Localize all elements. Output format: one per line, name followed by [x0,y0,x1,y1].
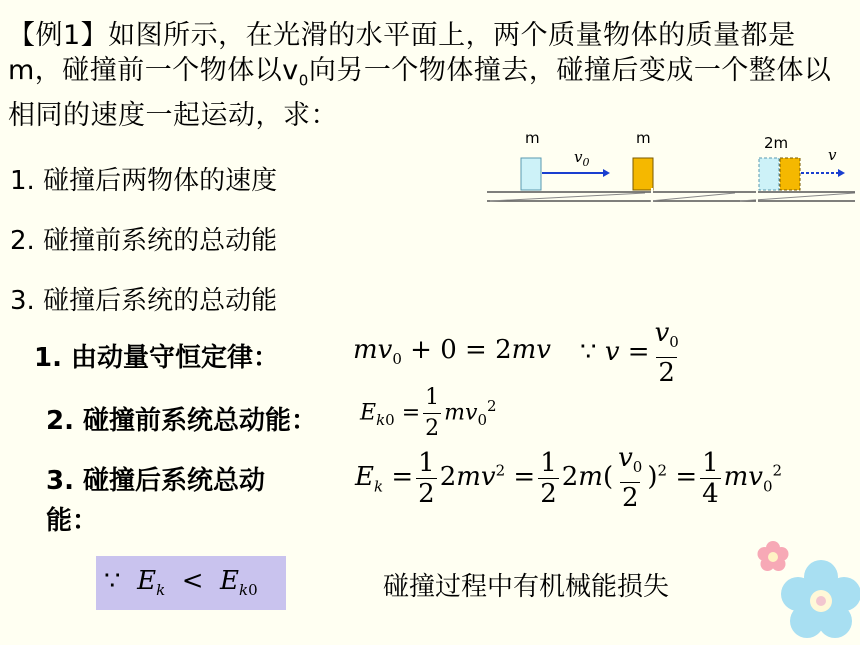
final-kinetic-energy: $E_k$ = $\frac{1}{2}$ $2mv^2$ = $\frac{1}{2}$ 2m( $\frac{v_0}{2}$ )$^2$ = $\frac{1}{4}$ $mv_0^2$ [355,443,783,514]
velocity-result: ∵ v = $\frac{v_0}{2}$ [580,318,679,389]
label-2m: 2m [764,134,789,152]
question-2: 2. 碰撞前系统的总动能 [10,226,278,256]
flower-decoration [755,535,860,645]
answer-1-label: 1. 由动量守恒定律： [34,343,280,373]
label-m-left: m [525,129,540,147]
block-combined-left [759,158,779,190]
label-m-right: m [636,129,651,147]
block-moving [521,158,541,190]
conclusion-text: 碰撞过程中有机械能损失 [383,572,670,602]
collision-diagram [485,128,860,212]
problem-statement: 【例1】如图所示，在光滑的水平面上，两个质量物体的质量都是m，碰撞前一个物体以$v_0$向另一个物体撞去，碰撞后变成一个整体以相同的速度一起运动，求： [8,20,832,132]
label-v0: $v_0$ [574,148,590,169]
momentum-equation: $mv_0 + 0 = 2mv$ [353,335,551,369]
question-1: 1. 碰撞后两物体的速度 [10,166,278,196]
answer-3-label: 3. 碰撞后系统总动 [46,466,266,496]
blue-flower-icon [781,560,860,638]
arrow-head-after [838,169,845,177]
small-pink-flower-icon [758,541,789,571]
initial-kinetic-energy: $E_{k0}$ = $\frac{1}{2}$ $mv_0^2$ [360,383,497,444]
energy-comparison: ∵ $E_k < E_{k0}$ [104,566,258,600]
block-combined-right [780,158,800,190]
answer-2-label: 2. 碰撞前系统总动能： [46,406,318,436]
block-resting [633,158,653,190]
answer-3-label-cont: 能： [46,506,99,536]
label-v: v [828,146,837,164]
arrow-head [603,169,610,177]
question-3: 3. 碰撞后系统的总动能 [10,286,278,316]
